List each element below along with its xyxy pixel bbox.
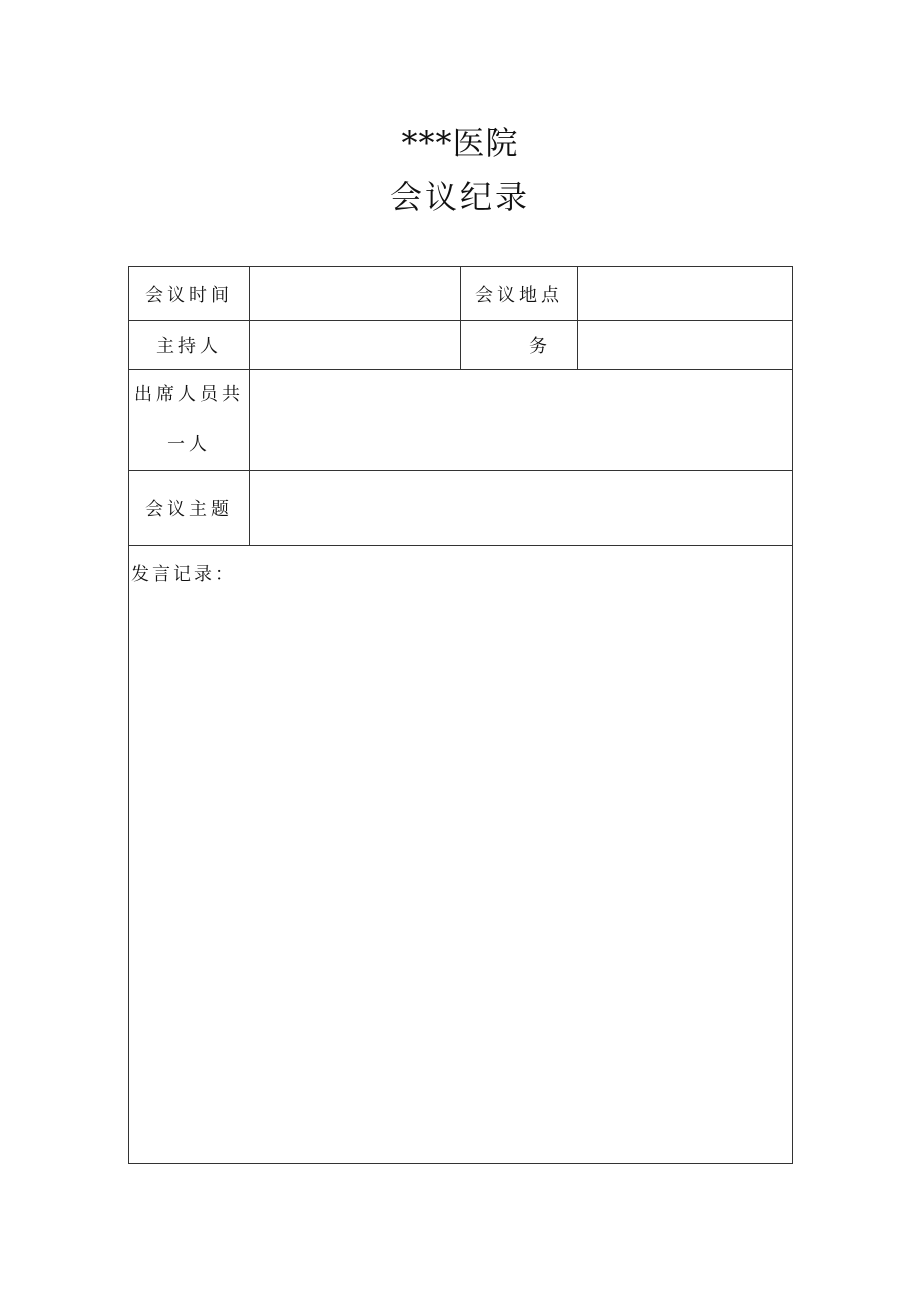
host-label: 主持人 — [129, 321, 250, 370]
meeting-time-field[interactable] — [250, 267, 461, 321]
attendees-label — [129, 370, 250, 471]
attendees-label-line1: 出席人员共 — [134, 384, 244, 405]
notes-label: 发言记录： — [131, 564, 236, 585]
topic-label: 会议主题 — [129, 471, 250, 546]
host-field[interactable] — [250, 321, 461, 370]
attendees-label-line2: 一人 — [167, 434, 211, 455]
document-title: 会议纪录 — [389, 178, 530, 216]
duty-field[interactable] — [578, 321, 793, 370]
meeting-time-label: 会议时间 — [129, 267, 250, 321]
meeting-place-label: 会议地点 — [461, 267, 578, 321]
meeting-place-field[interactable] — [578, 267, 793, 321]
attendees-field[interactable] — [250, 370, 793, 471]
hospital-name: ***医院 — [401, 124, 519, 162]
notes-area[interactable] — [129, 546, 793, 1164]
row-time-place — [129, 267, 793, 321]
row-topic — [129, 471, 793, 546]
meeting-minutes-form — [128, 266, 793, 1164]
row-notes — [129, 546, 793, 1164]
topic-field[interactable] — [250, 471, 793, 546]
row-host-duty — [129, 321, 793, 370]
row-attendees — [129, 370, 793, 471]
duty-label: 务 — [461, 321, 578, 370]
